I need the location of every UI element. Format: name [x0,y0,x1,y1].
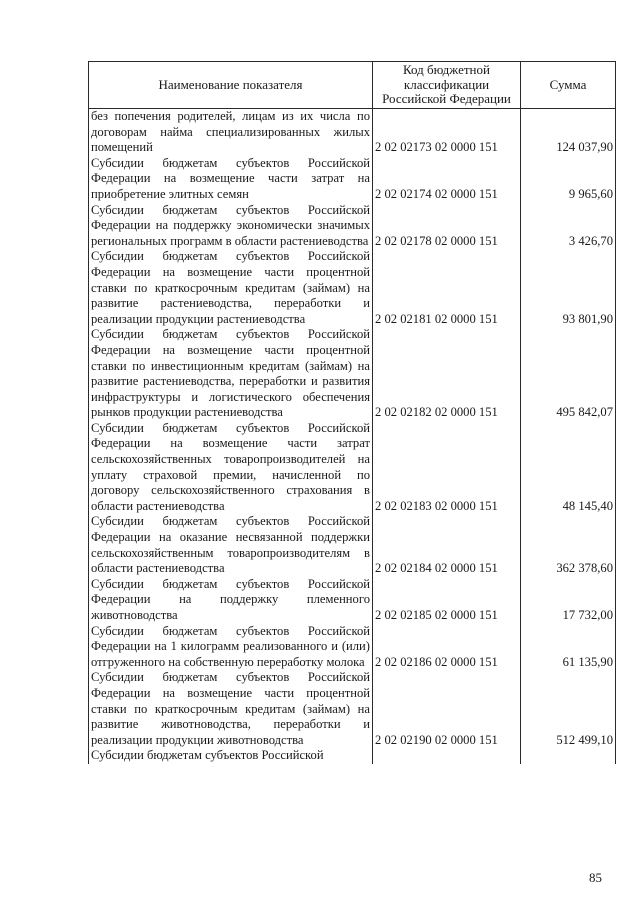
row-name: без попечения родителей, лицам из их числа по договорам найма специализированных жилых помещений [89,109,373,156]
row-sum: 93 801,90 [521,249,616,327]
row-code: 2 02 02182 02 0000 151 [373,327,521,421]
row-sum: 17 732,00 [521,577,616,624]
row-name: Субсидии бюджетам субъектов Российской Федерации на возмещение части процентной ставки по инвестиционным кредитам (займам) на развитие растениеводства, переработки и развития инфраструктуры и логистического обеспечения рынков продукции растениеводства [89,327,373,421]
row-code: 2 02 02183 02 0000 151 [373,421,521,515]
row-code: 2 02 02185 02 0000 151 [373,577,521,624]
table-header [89,62,616,109]
row-name: Субсидии бюджетам субъектов Российской Федерации на оказание несвязанной поддержки сельскохозяйственным товаропроизводителям в области растениеводства [89,514,373,576]
table-row [89,421,616,515]
row-name: Субсидии бюджетам субъектов Российской Федерации на возмещение части затрат сельскохозяйственных товаропроизводителей на уплату страховой премии, начисленной по договору сельскохозяйственного страхования в области растениеводства [89,421,373,515]
row-code: 2 02 02181 02 0000 151 [373,249,521,327]
table-row [89,249,616,327]
row-sum: 9 965,60 [521,156,616,203]
row-name: Субсидии бюджетам субъектов Российской [89,748,373,764]
row-code: 2 02 02178 02 0000 151 [373,203,521,250]
table-row [89,203,616,250]
row-code: 2 02 02173 02 0000 151 [373,109,521,156]
header-code: Код бюджетной классификации Российской Федерации [373,62,521,109]
table-row [89,670,616,748]
row-code: 2 02 02184 02 0000 151 [373,514,521,576]
row-code: 2 02 02190 02 0000 151 [373,670,521,748]
row-sum: 61 135,90 [521,624,616,671]
row-sum: 512 499,10 [521,670,616,748]
budget-table [88,61,616,764]
row-sum: 48 145,40 [521,421,616,515]
row-name: Субсидии бюджетам субъектов Российской Федерации на 1 килограмм реализованного и (или) отгруженного на собственную переработку молока [89,624,373,671]
row-sum: 124 037,90 [521,109,616,156]
row-name: Субсидии бюджетам субъектов Российской Федерации на возмещение части процентной ставки по краткосрочным кредитам (займам) на развитие растениеводства, переработки и реализации продукции растениеводства [89,249,373,327]
table-row [89,514,616,576]
header-name: Наименование показателя [89,62,373,109]
row-sum: 3 426,70 [521,203,616,250]
row-sum [521,748,616,764]
row-name: Субсидии бюджетам субъектов Российской Федерации на возмещение части процентной ставки по краткосрочным кредитам (займам) на развитие животноводства, переработки и реализации продукции животноводства [89,670,373,748]
table-row [89,327,616,421]
row-name: Субсидии бюджетам субъектов Российской Федерации на поддержку экономически значимых региональных программ в области растениеводства [89,203,373,250]
row-code: 2 02 02174 02 0000 151 [373,156,521,203]
table-row [89,109,616,156]
header-sum: Сумма [521,62,616,109]
table-row [89,748,616,764]
row-sum: 495 842,07 [521,327,616,421]
table-row [89,624,616,671]
row-name: Субсидии бюджетам субъектов Российской Федерации на поддержку племенного животноводства [89,577,373,624]
row-code: 2 02 02186 02 0000 151 [373,624,521,671]
table-row [89,577,616,624]
page-number: 85 [589,870,602,885]
table-row [89,156,616,203]
row-sum: 362 378,60 [521,514,616,576]
row-code [373,748,521,764]
row-name: Субсидии бюджетам субъектов Российской Федерации на возмещение части затрат на приобретение элитных семян [89,156,373,203]
